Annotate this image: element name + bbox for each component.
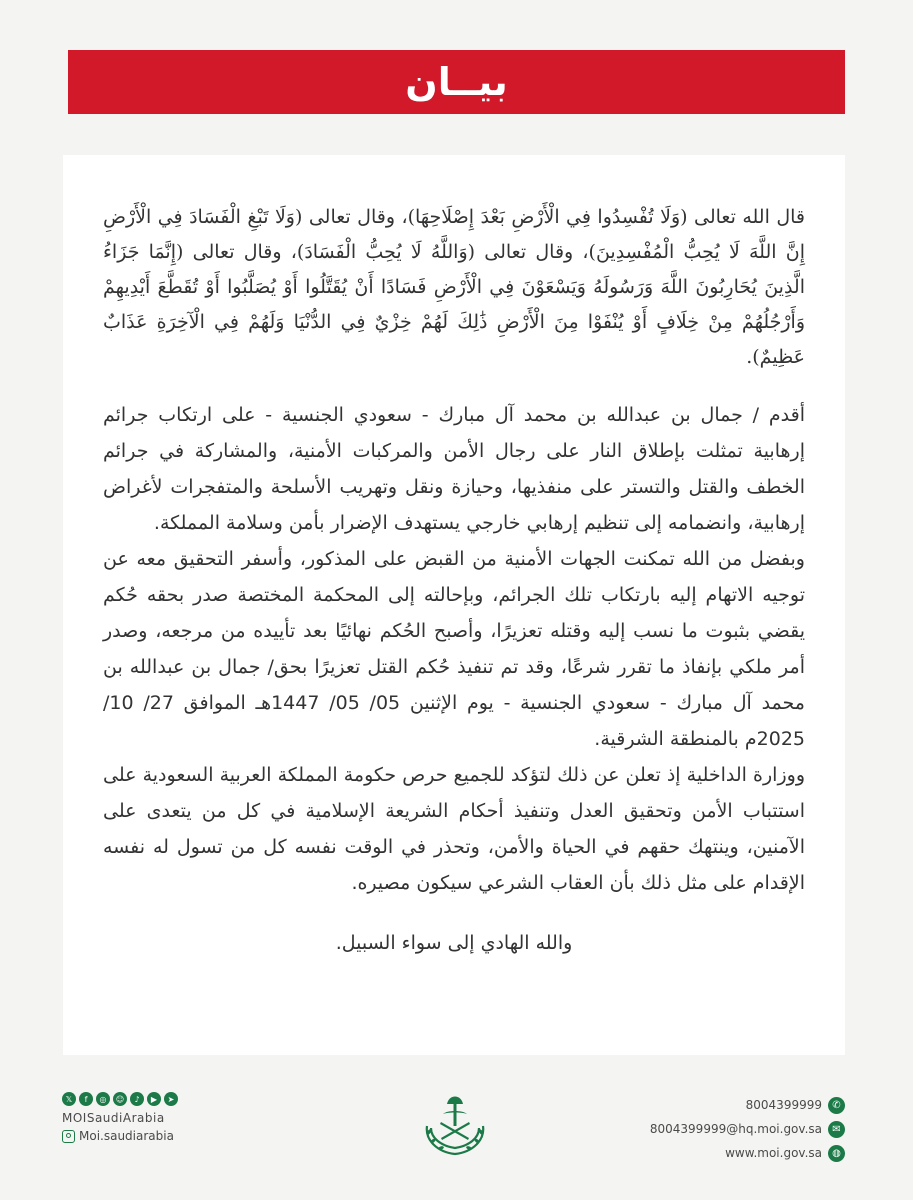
banner-title: بيــان: [405, 60, 508, 104]
instagram-icon: [62, 1130, 75, 1143]
instagram-handle-row[interactable]: [62, 1129, 178, 1143]
quran-verses: قال الله تعالى (وَلَا تُفْسِدُوا فِي الْأَرْضِ بَعْدَ إِصْلَاحِهَا)، وقال تعالى (وَلَا تَبْغِ الْفَسَادَ فِي الْأَرْضِ إِنَّ اللَّهَ لَا يُحِبُّ الْمُفْسِدِينَ)، وقال تعالى (وَاللَّهُ لَا يُحِبُّ الْفَسَادَ)، وقال تعالى (إِنَّمَا جَزَاءُ الَّذِينَ يُحَارِبُونَ اللَّهَ وَرَسُولَهُ وَيَسْعَوْنَ فِي الْأَرْضِ فَسَادًا أَنْ يُقَتَّلُوا أَوْ يُصَلَّبُوا أَوْ تُقَطَّعَ أَيْدِيهِمْ وَأَرْجُلُهُمْ مِنْ خِلَافٍ أَوْ يُنْفَوْا مِنَ الْأَرْضِ ذَٰلِكَ لَهُمْ خِزْيٌ فِي الدُّنْيَا وَلَهُمْ فِي الْآخِرَةِ عَذَابٌ عَظِيمٌ).: [103, 206, 805, 368]
phone-number: 8004399999: [745, 1098, 822, 1112]
youtube-icon[interactable]: ▶: [147, 1092, 161, 1106]
closing-line: والله الهادي إلى سواء السبيل.: [335, 932, 573, 954]
instagram-handle: Moi.saudiarabia: [79, 1129, 174, 1143]
statement-text: [103, 200, 805, 961]
contact-block: [650, 1094, 845, 1166]
social-icons: [62, 1092, 178, 1106]
paragraph-crimes: أقدم / جمال بن عبدالله بن محمد آل مبارك - سعودي الجنسية - على ارتكاب جرائم إرهابية تمثلت بإطلاق النار على رجال الأمن والمركبات الأمنية، والمشاركة في جرائم الخطف والقتل والتستر على منفذيها، وحيازة ونقل وتهريب الأسلحة والمتفجرات لأغراض إرهابية، وانضمامه إلى تنظيم إرهابي خارجي يستهدف الإضرار بأمن وسلامة المملكة.: [103, 404, 805, 534]
statement-card: [63, 155, 845, 1055]
instagram-icon[interactable]: ◎: [96, 1092, 110, 1106]
facebook-icon[interactable]: f: [79, 1092, 93, 1106]
email-row[interactable]: [650, 1118, 845, 1140]
website-url: www.moi.gov.sa: [725, 1146, 822, 1160]
mail-icon: ✉: [828, 1121, 845, 1138]
x-icon[interactable]: 𝕏: [62, 1092, 76, 1106]
social-handle[interactable]: MOISaudiArabia: [62, 1111, 165, 1125]
phone-row[interactable]: [650, 1094, 845, 1116]
ministry-emblem: [413, 1082, 497, 1162]
paragraph-ministry: ووزارة الداخلية إذ تعلن عن ذلك لتؤكد للجميع حرص حكومة المملكة العربية السعودية على استتباب الأمن وتحقيق العدل وتنفيذ أحكام الشريعة الإسلامية في كل من يتعدى على الآمنين، وينتهك حقهم في الحياة والأمن، وتحذر في الوقت نفسه كل من تسول له نفسه الإقدام على مثل ذلك بأن العقاب الشرعي سيكون مصيره.: [103, 764, 805, 894]
website-row[interactable]: [650, 1142, 845, 1164]
globe-icon: ◍: [828, 1145, 845, 1162]
snapchat-icon[interactable]: ☺: [113, 1092, 127, 1106]
social-block: [62, 1092, 178, 1143]
phone-icon: ✆: [828, 1097, 845, 1114]
tiktok-icon[interactable]: ♪: [130, 1092, 144, 1106]
paragraph-verdict: وبفضل من الله تمكنت الجهات الأمنية من القبض على المذكور، وأسفر التحقيق معه عن توجيه الاتهام إليه بارتكاب تلك الجرائم، وبإحالته إلى المحكمة المختصة صدر بحقه حُكم يقضي بثبوت ما نسب إليه وقتله تعزيرًا، وأصبح الحُكم نهائيًا بعد تأييده من مرجعه، وصدر أمر ملكي بإنفاذ ما تقرر شرعًا، وقد تم تنفيذ حُكم القتل تعزيرًا بحق/ جمال بن عبدالله بن محمد آل مبارك - سعودي الجنسية - يوم الإثنين 05/ 05/ 1447هـ الموافق 27/ 10/ 2025م بالمنطقة الشرقية.: [103, 548, 805, 750]
statement-banner: [68, 50, 845, 114]
email-address: 8004399999@hq.moi.gov.sa: [649, 1122, 822, 1136]
telegram-icon[interactable]: ➤: [164, 1092, 178, 1106]
